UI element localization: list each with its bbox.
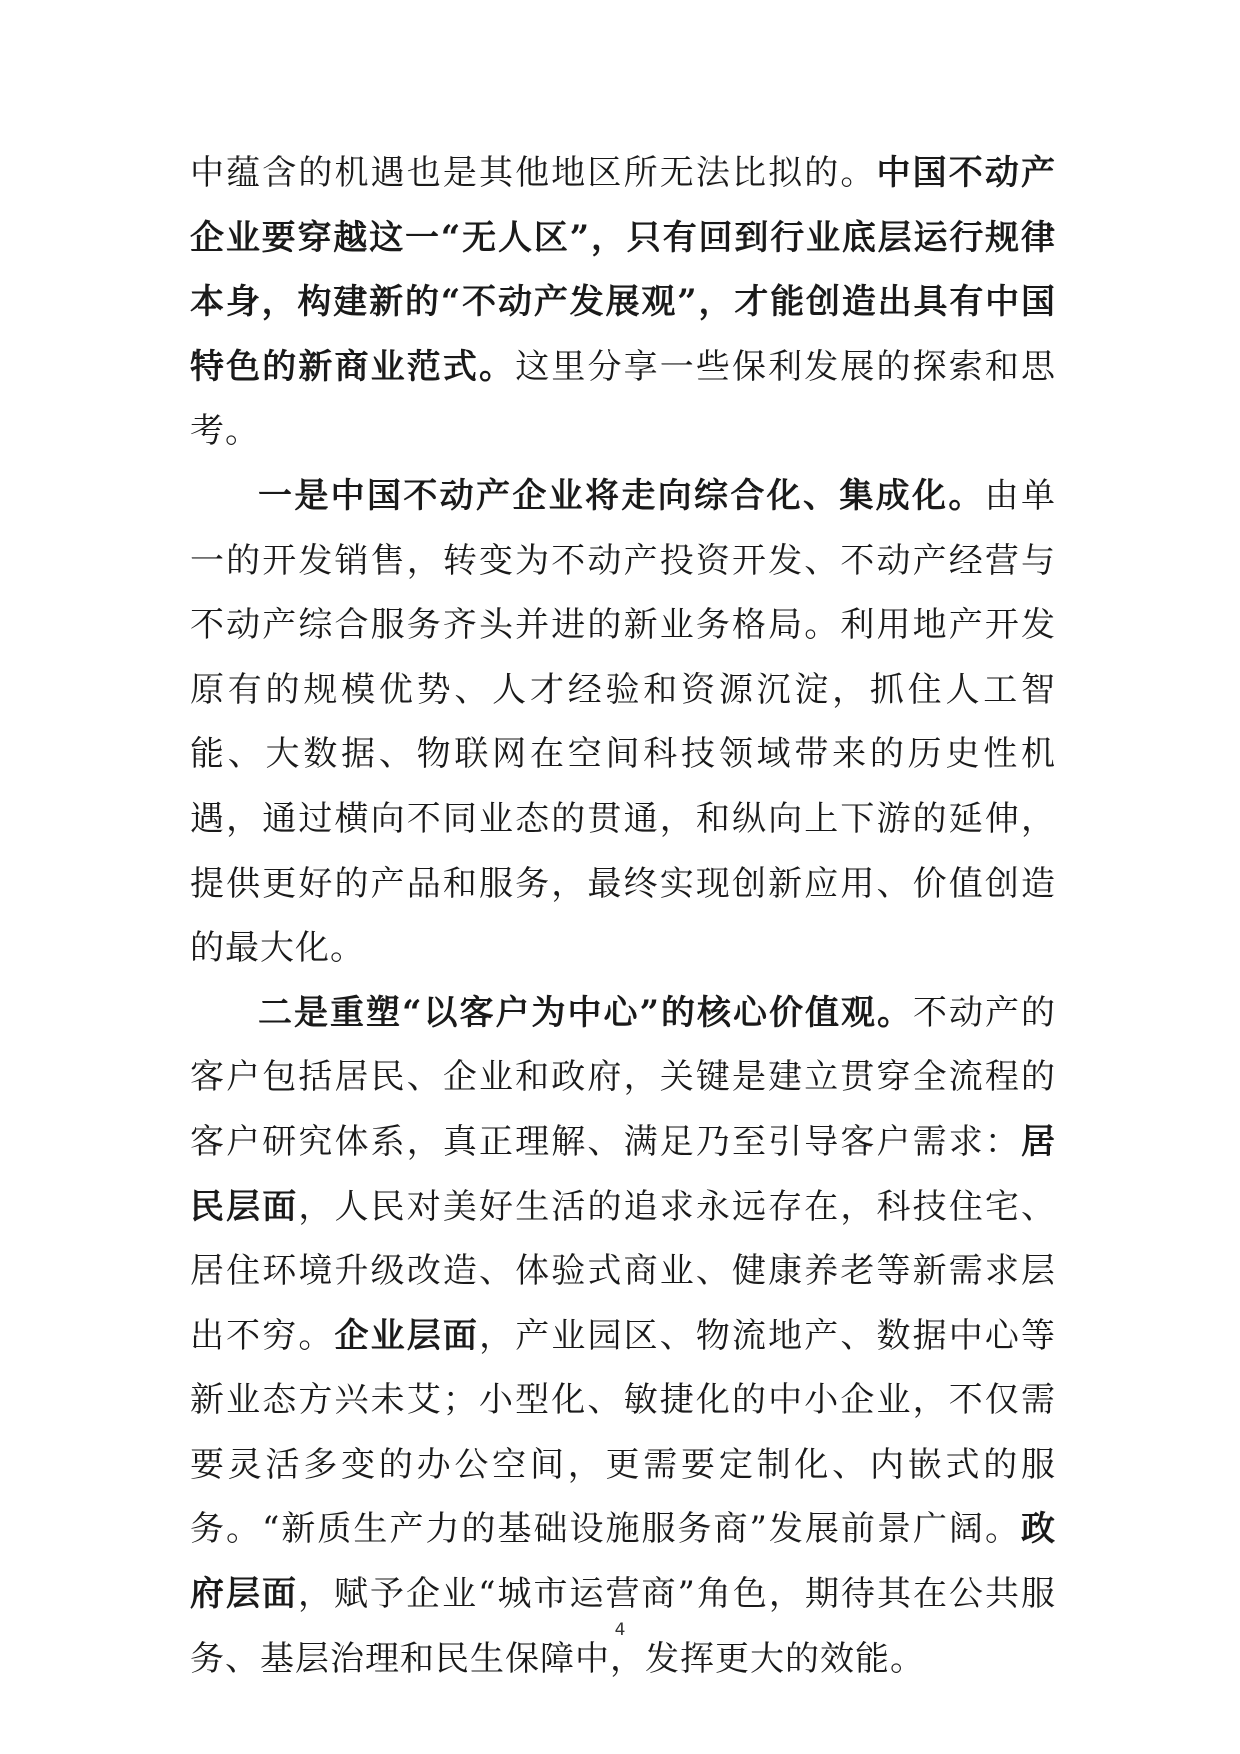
paragraph-1-run-2-bold: 中国不动产企业要穿越这一“无人区”，只有回到行业底层运行规律本身，构建新的“不动产发展观”，才能创造出具有中国特色的新商业范式。 <box>190 153 1057 387</box>
paragraph-3-run-4: ，人民对美好生活的追求永远存在，科技住宅、居住环境升级改造、体验式商业、健康养老等新需求层出不穷。 <box>190 1186 1057 1356</box>
paragraph-3 <box>190 981 1056 1692</box>
paragraph-1-run-1: 中蕴含的机遇也是其他地区所无法比拟的。 <box>190 153 877 193</box>
body-text <box>190 141 1056 1691</box>
paragraph-2 <box>190 464 1056 981</box>
paragraph-3-run-1-bold: 二是重塑“以客户为中心”的核心价值观。 <box>258 992 914 1033</box>
paragraph-3-run-7-bold: 政府层面 <box>190 1509 1056 1615</box>
paragraph-3-run-5-bold: 企业层面 <box>334 1315 480 1356</box>
paragraph-3-run-2: 不动产的客户包括居民、企业和政府，关键是建立贯穿全流程的客户研究体系，真正理解、满足乃至引导客户需求： <box>190 992 1056 1162</box>
paragraph-3-run-6: ，产业园区、物流地产、数据中心等新业态方兴未艾；小型化、敏捷化的中小企业，不仅需要灵活多变的办公空间，更需要定制化、内嵌式的服务。“新质生产力的基础设施服务商”发展前景广阔。 <box>190 1315 1057 1550</box>
paragraph-3-run-8: ，赋予企业“城市运营商”角色，期待其在公共服务、基层治理和民生保障中，发挥更大的效能。 <box>190 1574 1056 1679</box>
paragraph-1 <box>190 141 1056 464</box>
paragraph-2-run-2: 由单一的开发销售，转变为不动产投资开发、不动产经营与不动产综合服务齐头并进的新业务格局。利用地产开发原有的规模优势、人才经验和资源沉淀，抓住人工智能、大数据、物联网在空间科技领域带来的历史性机遇，通过横向不同业态的贯通，和纵向上下游的延伸，提供更好的产品和服务，最终实现创新应用、价值创造的最大化。 <box>190 475 1057 969</box>
paragraph-1-run-3: 这里分享一些保利发展的探索和思考。 <box>190 346 1057 452</box>
paragraph-2-run-1-bold: 一是中国不动产企业将走向综合化、集成化。 <box>258 475 985 516</box>
page-number: 4 <box>614 1620 626 1640</box>
paragraph-3-run-3-bold: 居民层面 <box>190 1121 1056 1227</box>
